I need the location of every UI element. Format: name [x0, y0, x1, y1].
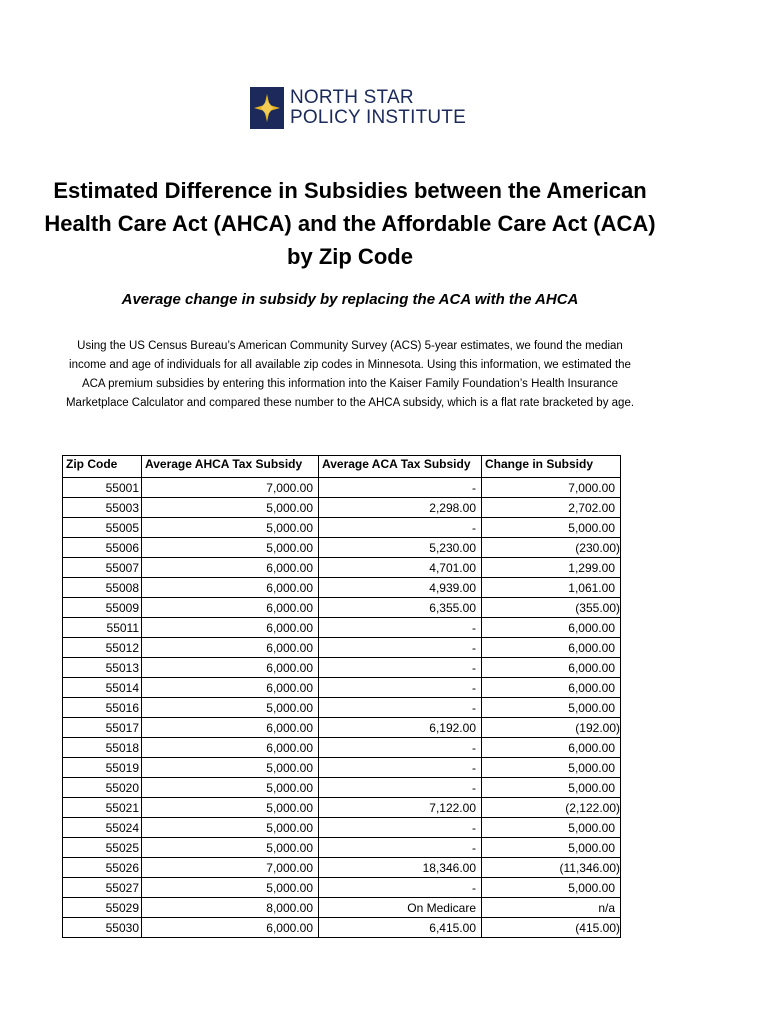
zip-code-cell: 55025 [63, 838, 142, 858]
change-in-subsidy-cell: 1,299.00 [482, 558, 621, 578]
zip-code-cell: 55020 [63, 778, 142, 798]
aca-subsidy-cell: 5,230.00 [319, 538, 482, 558]
ahca-subsidy-cell: 6,000.00 [142, 618, 319, 638]
logo-text [290, 88, 466, 128]
zip-code-cell: 55016 [63, 698, 142, 718]
change-in-subsidy-cell: 5,000.00 [482, 698, 621, 718]
ahca-subsidy-cell: 8,000.00 [142, 898, 319, 918]
aca-subsidy-cell: - [319, 878, 482, 898]
zip-code-cell: 55030 [63, 918, 142, 938]
zip-code-cell: 55024 [63, 818, 142, 838]
change-in-subsidy-cell: 2,702.00 [482, 498, 621, 518]
change-in-subsidy-cell: 5,000.00 [482, 778, 621, 798]
zip-code-cell: 55017 [63, 718, 142, 738]
table-row [63, 698, 621, 718]
change-in-subsidy-cell: n/a [482, 898, 621, 918]
zip-code-cell: 55007 [63, 558, 142, 578]
ahca-subsidy-cell: 5,000.00 [142, 498, 319, 518]
zip-code-cell: 55001 [63, 478, 142, 498]
table-row [63, 618, 621, 638]
change-in-subsidy-cell: 5,000.00 [482, 758, 621, 778]
aca-subsidy-cell: 6,355.00 [319, 598, 482, 618]
aca-subsidy-cell: - [319, 758, 482, 778]
change-in-subsidy-cell: (355.00) [482, 598, 621, 618]
aca-subsidy-cell: 4,701.00 [319, 558, 482, 578]
table-row [63, 718, 621, 738]
table-row [63, 798, 621, 818]
ahca-subsidy-cell: 5,000.00 [142, 838, 319, 858]
table-row [63, 478, 621, 498]
zip-code-cell: 55011 [63, 618, 142, 638]
change-in-subsidy-cell: (192.00) [482, 718, 621, 738]
subsidy-table [62, 455, 621, 938]
aca-subsidy-cell: 6,415.00 [319, 918, 482, 938]
change-in-subsidy-cell: 6,000.00 [482, 638, 621, 658]
header-change-in-subsidy: Change in Subsidy [482, 456, 621, 478]
table-row [63, 678, 621, 698]
aca-subsidy-cell: - [319, 838, 482, 858]
change-in-subsidy-cell: 6,000.00 [482, 678, 621, 698]
ahca-subsidy-cell: 6,000.00 [142, 918, 319, 938]
aca-subsidy-cell: - [319, 698, 482, 718]
table-row [63, 758, 621, 778]
aca-subsidy-cell: 6,192.00 [319, 718, 482, 738]
table-row [63, 518, 621, 538]
zip-code-cell: 55014 [63, 678, 142, 698]
table-row [63, 638, 621, 658]
table-header-row [63, 456, 621, 478]
ahca-subsidy-cell: 5,000.00 [142, 698, 319, 718]
aca-subsidy-cell: - [319, 658, 482, 678]
ahca-subsidy-cell: 6,000.00 [142, 658, 319, 678]
zip-code-cell: 55021 [63, 798, 142, 818]
aca-subsidy-cell: - [319, 738, 482, 758]
zip-code-cell: 55005 [63, 518, 142, 538]
aca-subsidy-cell: 7,122.00 [319, 798, 482, 818]
table-row [63, 498, 621, 518]
table-row [63, 918, 621, 938]
zip-code-cell: 55006 [63, 538, 142, 558]
logo-line-2: POLICY INSTITUTE [290, 107, 466, 128]
ahca-subsidy-cell: 5,000.00 [142, 778, 319, 798]
zip-code-cell: 55019 [63, 758, 142, 778]
aca-subsidy-cell: - [319, 818, 482, 838]
change-in-subsidy-cell: (230.00) [482, 538, 621, 558]
ahca-subsidy-cell: 5,000.00 [142, 538, 319, 558]
change-in-subsidy-cell: 6,000.00 [482, 658, 621, 678]
table-row [63, 738, 621, 758]
logo-line-1: NORTH STAR [290, 87, 414, 108]
table-body [63, 478, 621, 938]
ahca-subsidy-cell: 5,000.00 [142, 878, 319, 898]
ahca-subsidy-cell: 6,000.00 [142, 718, 319, 738]
ahca-subsidy-cell: 5,000.00 [142, 798, 319, 818]
ahca-subsidy-cell: 7,000.00 [142, 478, 319, 498]
table-row [63, 818, 621, 838]
aca-subsidy-cell: - [319, 478, 482, 498]
aca-subsidy-cell: - [319, 518, 482, 538]
ahca-subsidy-cell: 6,000.00 [142, 578, 319, 598]
table-row [63, 898, 621, 918]
zip-code-cell: 55029 [63, 898, 142, 918]
table-row [63, 658, 621, 678]
aca-subsidy-cell: 4,939.00 [319, 578, 482, 598]
ahca-subsidy-cell: 6,000.00 [142, 738, 319, 758]
zip-code-cell: 55018 [63, 738, 142, 758]
page-subtitle: Average change in subsidy by replacing the ACA with the AHCA [121, 291, 579, 308]
zip-code-cell: 55009 [63, 598, 142, 618]
ahca-subsidy-cell: 5,000.00 [142, 758, 319, 778]
zip-code-cell: 55026 [63, 858, 142, 878]
change-in-subsidy-cell: 5,000.00 [482, 818, 621, 838]
aca-subsidy-cell: - [319, 638, 482, 658]
ahca-subsidy-cell: 7,000.00 [142, 858, 319, 878]
change-in-subsidy-cell: 5,000.00 [482, 518, 621, 538]
zip-code-cell: 55012 [63, 638, 142, 658]
zip-code-cell: 55027 [63, 878, 142, 898]
intro-paragraph: Using the US Census Bureau’s American Community Survey (ACS) 5-year estimates, we found the median income and age of individuals for all available zip codes in Minnesota. Using this information, we estimated the ACA premium subsidies by entering this information into the Kaiser Family Foundation’s Health Insurance Marketplace Calculator and compared these number to the AHCA subsidy, which is a flat rate bracketed by age. [65, 340, 635, 409]
star-icon [250, 87, 284, 129]
table-row [63, 838, 621, 858]
ahca-subsidy-cell: 6,000.00 [142, 598, 319, 618]
change-in-subsidy-cell: 6,000.00 [482, 738, 621, 758]
aca-subsidy-cell: - [319, 678, 482, 698]
aca-subsidy-cell: - [319, 778, 482, 798]
ahca-subsidy-cell: 6,000.00 [142, 678, 319, 698]
aca-subsidy-cell: 2,298.00 [319, 498, 482, 518]
change-in-subsidy-cell: (11,346.00) [482, 858, 621, 878]
ahca-subsidy-cell: 6,000.00 [142, 638, 319, 658]
change-in-subsidy-cell: (415.00) [482, 918, 621, 938]
change-in-subsidy-cell: (2,122.00) [482, 798, 621, 818]
change-in-subsidy-cell: 1,061.00 [482, 578, 621, 598]
zip-code-cell: 55008 [63, 578, 142, 598]
table-row [63, 578, 621, 598]
table-row [63, 778, 621, 798]
change-in-subsidy-cell: 7,000.00 [482, 478, 621, 498]
table-row [63, 858, 621, 878]
aca-subsidy-cell: - [319, 618, 482, 638]
change-in-subsidy-cell: 5,000.00 [482, 878, 621, 898]
change-in-subsidy-cell: 6,000.00 [482, 618, 621, 638]
aca-subsidy-cell: On Medicare [319, 898, 482, 918]
table-row [63, 558, 621, 578]
header-zip-code: Zip Code [63, 456, 142, 478]
table-row [63, 598, 621, 618]
zip-code-cell: 55013 [63, 658, 142, 678]
ahca-subsidy-cell: 6,000.00 [142, 558, 319, 578]
header-ahca-subsidy: Average AHCA Tax Subsidy [142, 456, 319, 478]
ahca-subsidy-cell: 5,000.00 [142, 518, 319, 538]
aca-subsidy-cell: 18,346.00 [319, 858, 482, 878]
table-row [63, 878, 621, 898]
change-in-subsidy-cell: 5,000.00 [482, 838, 621, 858]
page-title: Estimated Difference in Subsidies between the American Health Care Act (AHCA) and the Affordable Care Act (ACA) by Zip Code [44, 178, 656, 269]
ahca-subsidy-cell: 5,000.00 [142, 818, 319, 838]
logo [250, 86, 472, 130]
table-row [63, 538, 621, 558]
header-aca-subsidy: Average ACA Tax Subsidy [319, 456, 482, 478]
zip-code-cell: 55003 [63, 498, 142, 518]
